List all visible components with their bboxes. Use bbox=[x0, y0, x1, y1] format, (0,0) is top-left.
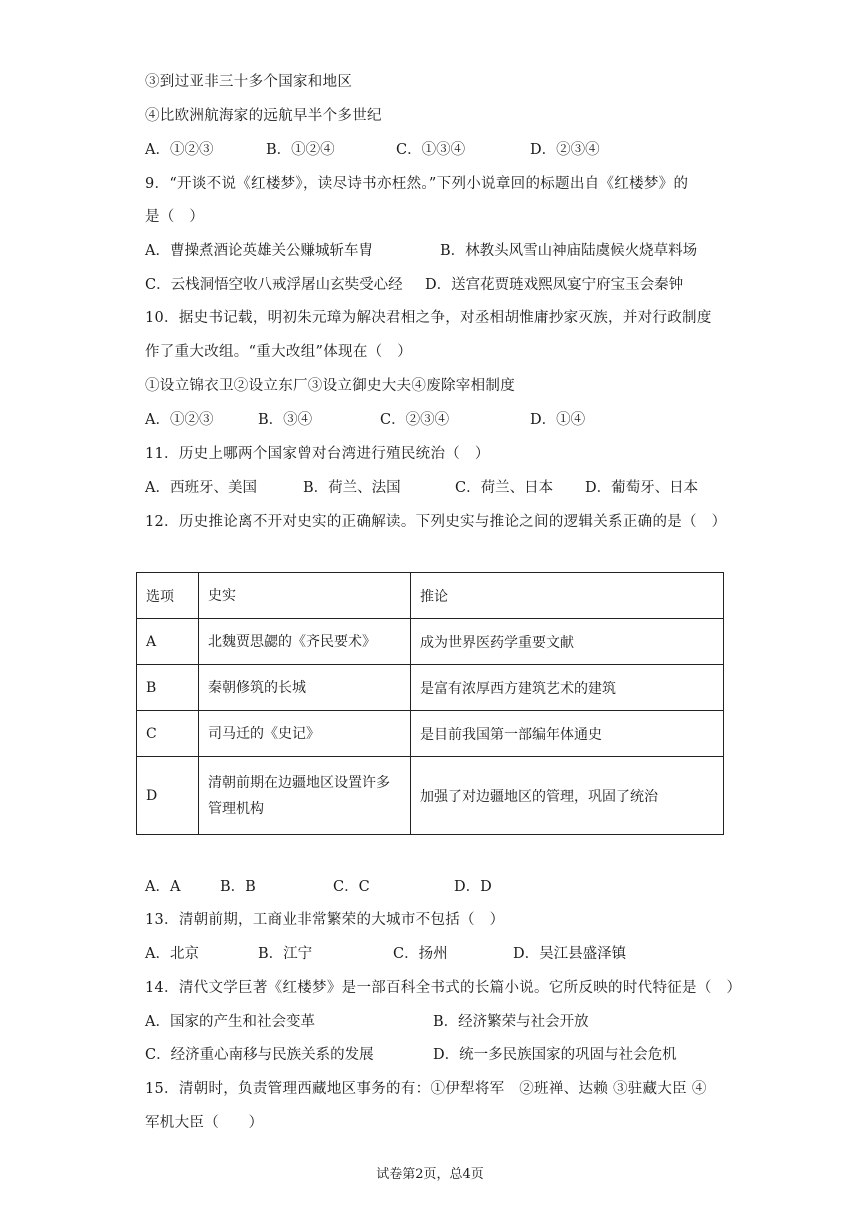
q10-option-c[interactable]: C．②③④ bbox=[380, 412, 450, 428]
q12-table bbox=[136, 572, 724, 835]
table-header-row bbox=[137, 573, 724, 619]
q9-option-a[interactable]: A．曹操煮酒论英雄关公赚城斩车胄 bbox=[145, 243, 373, 259]
q9-option-c[interactable]: C．云栈洞悟空收八戒浮屠山玄奘受心经 bbox=[145, 277, 403, 293]
table-row bbox=[137, 665, 724, 711]
q9-stem-line1: 9．“开谈不说《红楼梦》，读尽诗书亦枉然。”下列小说章回的标题出自《红楼梦》的 bbox=[145, 176, 689, 192]
q13-option-b[interactable]: B．江宁 bbox=[258, 946, 313, 962]
q10-stem-line1: 10．据史书记载，明初朱元璋为解决君相之争，对丞相胡惟庸抄家灭族，并对行政制度 bbox=[145, 310, 712, 326]
table-row bbox=[137, 619, 724, 665]
table-cell-inference: 是目前我国第一部编年体通史 bbox=[411, 711, 724, 757]
table-header-option: 选项 bbox=[137, 573, 199, 619]
table-cell-option: B bbox=[137, 665, 199, 711]
q11-option-b[interactable]: B．荷兰、法国 bbox=[303, 480, 401, 496]
q14-option-d[interactable]: D．统一多民族国家的巩固与社会危机 bbox=[433, 1047, 677, 1063]
q8-option-a[interactable]: A．①②③ bbox=[145, 142, 214, 158]
table-cell-option: C bbox=[137, 711, 199, 757]
q11-option-c[interactable]: C．荷兰、日本 bbox=[455, 480, 554, 496]
table-cell-fact: 清朝前期在边疆地区设置许多管理机构 bbox=[199, 757, 411, 835]
table-header-inference: 推论 bbox=[411, 573, 724, 619]
q15-stem-line1: 15．清朝时，负责管理西藏地区事务的有：①伊犁将军 ②班禅、达赖 ③驻藏大臣 ④ bbox=[145, 1081, 707, 1097]
q14-stem: 14．清代文学巨著《红楼梦》是一部百科全书式的长篇小说。它所反映的时代特征是（ ） bbox=[145, 980, 742, 996]
table-cell-fact: 司马迁的《史记》 bbox=[199, 711, 411, 757]
page-footer: 试卷第2页，总4页 bbox=[376, 1167, 484, 1182]
table-row bbox=[137, 711, 724, 757]
q8-option-b[interactable]: B．①②④ bbox=[266, 142, 335, 158]
q15-stem-line2: 军机大臣（ ） bbox=[145, 1115, 264, 1131]
q12-option-a[interactable]: A．A bbox=[145, 879, 181, 895]
q10-option-b[interactable]: B．③④ bbox=[258, 412, 313, 428]
q9-stem-line2: 是（ ） bbox=[145, 209, 205, 225]
q12-stem: 12．历史推论离不开对史实的正确解读。下列史实与推论之间的逻辑关系正确的是（ ） bbox=[145, 514, 727, 530]
table-cell-inference: 是富有浓厚西方建筑艺术的建筑 bbox=[411, 665, 724, 711]
q13-option-c[interactable]: C．扬州 bbox=[393, 946, 448, 962]
table-cell-inference: 成为世界医药学重要文献 bbox=[411, 619, 724, 665]
table-cell-option: A bbox=[137, 619, 199, 665]
q14-option-b[interactable]: B．经济繁荣与社会开放 bbox=[433, 1014, 589, 1030]
q8-option-c[interactable]: C．①③④ bbox=[396, 142, 466, 158]
q11-option-d[interactable]: D．葡萄牙、日本 bbox=[585, 480, 699, 496]
q10-option-d[interactable]: D．①④ bbox=[530, 412, 586, 428]
table-row bbox=[137, 757, 724, 835]
table-cell-fact: 秦朝修筑的长城 bbox=[199, 665, 411, 711]
q8-item-3: ③到过亚非三十多个国家和地区 bbox=[145, 74, 353, 90]
q12-option-c[interactable]: C．C bbox=[333, 879, 370, 895]
q10-items: ①设立锦衣卫②设立东厂③设立御史大夫④废除宰相制度 bbox=[145, 378, 515, 394]
q10-option-a[interactable]: A．①②③ bbox=[145, 412, 214, 428]
q8-option-d[interactable]: D．②③④ bbox=[530, 142, 600, 158]
q11-stem: 11．历史上哪两个国家曾对台湾进行殖民统治（ ） bbox=[145, 446, 490, 462]
q11-option-a[interactable]: A．西班牙、美国 bbox=[145, 480, 257, 496]
q13-option-d[interactable]: D．吴江县盛泽镇 bbox=[513, 946, 627, 962]
q9-option-d[interactable]: D．送宫花贾琏戏熙凤宴宁府宝玉会秦钟 bbox=[425, 277, 684, 293]
q12-option-d[interactable]: D．D bbox=[454, 879, 492, 895]
q9-option-b[interactable]: B．林教头风雪山神庙陆虞候火烧草料场 bbox=[440, 243, 698, 259]
q8-item-4: ④比欧洲航海家的远航早半个多世纪 bbox=[145, 108, 382, 124]
table-cell-option: D bbox=[137, 757, 199, 835]
q13-stem: 13．清朝前期，工商业非常繁荣的大城市不包括（ ） bbox=[145, 912, 505, 928]
q13-option-a[interactable]: A．北京 bbox=[145, 946, 199, 962]
table-header-fact: 史实 bbox=[199, 573, 411, 619]
q14-option-c[interactable]: C．经济重心南移与民族关系的发展 bbox=[145, 1047, 374, 1063]
q12-option-b[interactable]: B．B bbox=[220, 879, 256, 895]
table-cell-inference: 加强了对边疆地区的管理，巩固了统治 bbox=[411, 757, 724, 835]
table-cell-fact: 北魏贾思勰的《齐民要术》 bbox=[199, 619, 411, 665]
q14-option-a[interactable]: A．国家的产生和社会变革 bbox=[145, 1014, 315, 1030]
q10-stem-line2: 作了重大改组。“重大改组”体现在（ ） bbox=[145, 344, 413, 360]
